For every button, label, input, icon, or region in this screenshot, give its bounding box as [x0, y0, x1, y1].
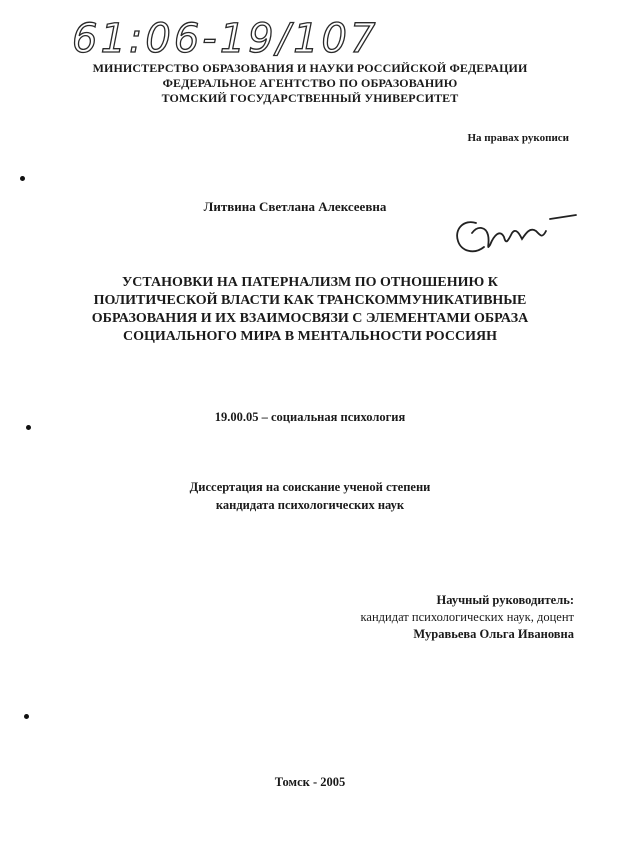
scan-mark	[24, 714, 29, 719]
title-line: СОЦИАЛЬНОГО МИРА В МЕНТАЛЬНОСТИ РОССИЯН	[123, 329, 497, 344]
scan-mark	[26, 425, 31, 430]
specialty-code: 19.00.05 – социальная психология	[214, 410, 406, 424]
author-name: Литвина Светлана Алексеевна	[203, 199, 387, 214]
degree-statement	[0, 478, 620, 514]
title-line: ОБРАЗОВАНИЯ И ИХ ВЗАИМОСВЯЗИ С ЭЛЕМЕНТАМИ ОБРАЗА	[91, 311, 529, 326]
svg-text:61:06-19/107: 61:06-19/107	[72, 16, 379, 62]
title-line: УСТАНОВКИ НА ПАТЕРНАЛИЗМ ПО ОТНОШЕНИЮ К	[122, 275, 498, 290]
institution-header	[0, 61, 620, 106]
supervisor-block	[361, 592, 574, 643]
city-year: Томск - 2005	[274, 775, 346, 789]
title-line: ПОЛИТИЧЕСКОЙ ВЛАСТИ КАК ТРАНСКОММУНИКАТИВНЫЕ	[93, 293, 527, 308]
supervisor-credentials: кандидат психологических наук, доцент	[360, 610, 574, 624]
ministry-line: МИНИСТЕРСТВО ОБРАЗОВАНИЯ И НАУКИ РОССИЙСКОЙ ФЕДЕРАЦИИ	[92, 61, 528, 75]
degree-line: кандидата психологических наук	[215, 498, 405, 512]
university-line: ТОМСКИЙ ГОСУДАРСТВЕННЫЙ УНИВЕРСИТЕТ	[161, 91, 459, 105]
agency-line: ФЕДЕРАЛЬНОЕ АГЕНТСТВО ПО ОБРАЗОВАНИЮ	[162, 76, 458, 90]
supervisor-heading: Научный руководитель:	[436, 593, 574, 607]
rights-note: На правах рукописи	[467, 132, 569, 144]
supervisor-name: Муравьева Ольга Ивановна	[413, 627, 574, 641]
scan-mark	[20, 176, 25, 181]
signature-image	[446, 205, 586, 265]
dissertation-title	[0, 274, 620, 346]
handwritten-archive-code	[68, 8, 388, 64]
degree-line: Диссертация на соискание ученой степени	[189, 480, 431, 494]
